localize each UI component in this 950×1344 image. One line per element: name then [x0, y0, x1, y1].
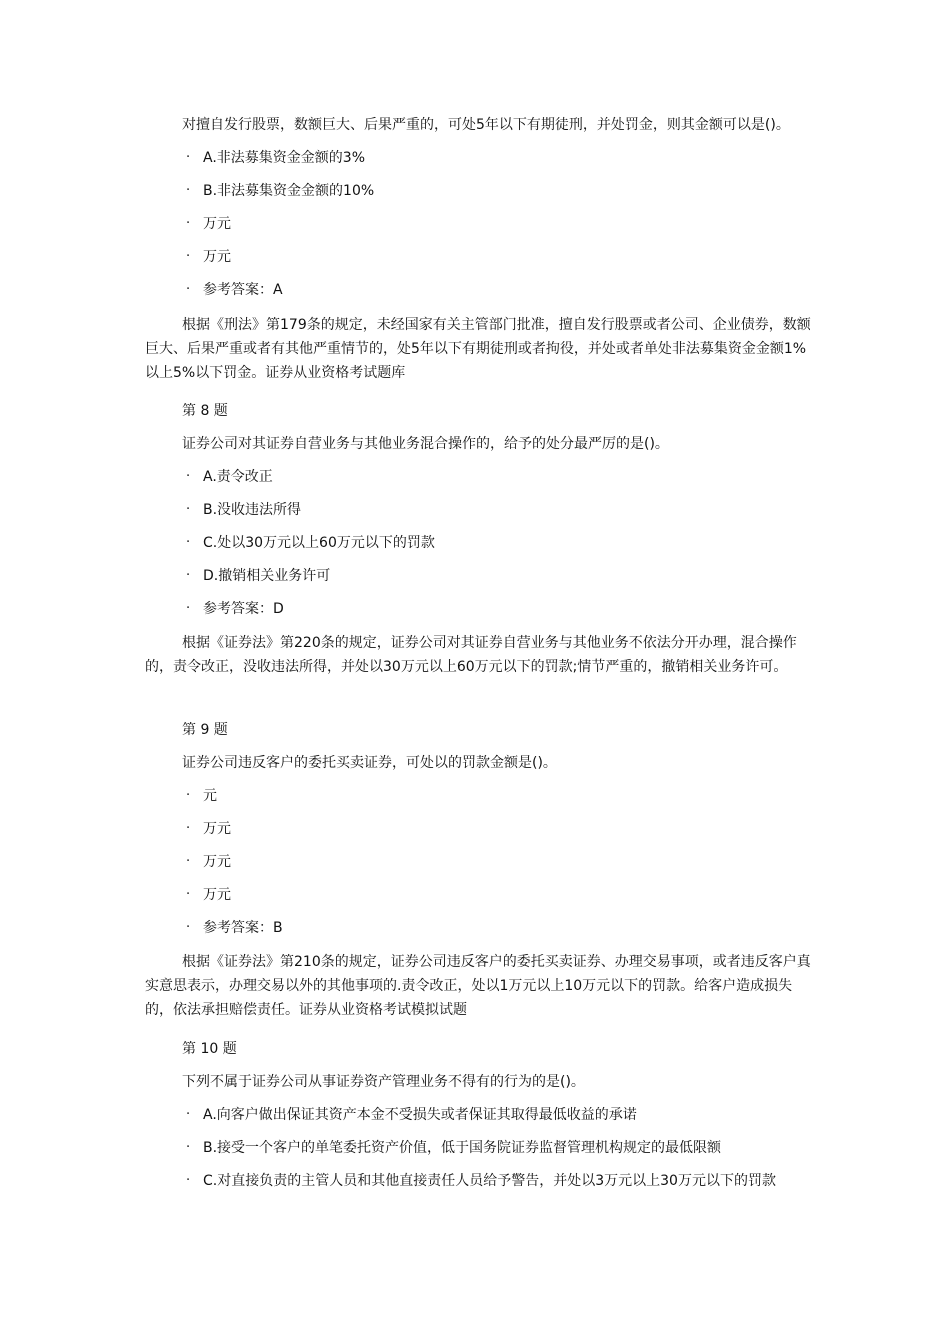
question-8-text: 证券公司对其证券自营业务与其他业务混合操作的，给予的处分最严厉的是()。 — [182, 436, 669, 452]
q9-option-a: 元 — [203, 788, 217, 804]
bullet-icon: · — [186, 150, 191, 165]
bullet-icon: · — [186, 568, 191, 583]
question-8-title: 第 8 题 — [182, 403, 228, 419]
q10-option-b: B.接受一个客户的单笔委托资产价值，低于国务院证券监督管理机构规定的最低限额 — [203, 1140, 722, 1156]
q7-option-b: B.非法募集资金金额的10% — [203, 183, 375, 199]
bullet-icon: · — [186, 1173, 191, 1188]
bullet-icon: · — [186, 920, 191, 935]
bullet-icon: · — [186, 601, 191, 616]
question-9-text: 证券公司违反客户的委托买卖证券，可处以的罚款金额是()。 — [182, 755, 557, 771]
q7-option-c: 万元 — [203, 216, 231, 232]
bullet-icon: · — [186, 216, 191, 231]
q9-answer: 参考答案：B — [203, 920, 283, 936]
bullet-icon: · — [186, 249, 191, 264]
q7-answer: 参考答案：A — [203, 282, 283, 298]
bullet-icon: · — [186, 502, 191, 517]
question-10-text: 下列不属于证券公司从事证券资产管理业务不得有的行为的是()。 — [182, 1074, 585, 1090]
bullet-icon: · — [186, 854, 191, 869]
q9-explanation: 根据《证券法》第210条的规定，证券公司违反客户的委托买卖证券、办理交易事项，或者违反客户真实意思表示，办理交易以外的其他事项的.责令改正，处以1万元以上10万元以下的罚款。给客户造成损失的，依法承担赔偿责任。证券从业资格考试模拟试题 — [145, 954, 811, 1018]
bullet-icon: · — [186, 282, 191, 297]
bullet-icon: · — [186, 887, 191, 902]
question-10-title: 第 10 题 — [182, 1041, 237, 1057]
q9-option-c: 万元 — [203, 854, 231, 870]
q9-option-b: 万元 — [203, 821, 231, 837]
q7-option-d: 万元 — [203, 249, 231, 265]
q8-explanation: 根据《证券法》第220条的规定，证券公司对其证券自营业务与其他业务不依法分开办理，混合操作的，责令改正，没收违法所得，并处以30万元以上60万元以下的罚款;情节严重的，撤销相关业务许可。 — [145, 635, 797, 675]
q8-answer: 参考答案：D — [203, 601, 284, 617]
q10-option-c: C.对直接负责的主管人员和其他直接责任人员给予警告，并处以3万元以上30万元以下的罚款 — [203, 1173, 776, 1189]
question-9-title: 第 9 题 — [182, 722, 228, 738]
bullet-icon: · — [186, 821, 191, 836]
bullet-icon: · — [186, 535, 191, 550]
bullet-icon: · — [186, 469, 191, 484]
bullet-icon: · — [186, 183, 191, 198]
q9-option-d: 万元 — [203, 887, 231, 903]
q8-option-a: A.责令改正 — [203, 469, 273, 485]
q7-explanation: 根据《刑法》第179条的规定，未经国家有关主管部门批准，擅自发行股票或者公司、企业债券，数额巨大、后果严重或者有其他严重情节的，处5年以下有期徒刑或者拘役，并处或者单处非法募集资金金额1%以上5%以下罚金。证券从业资格考试题库 — [145, 317, 811, 381]
question-7-text: 对擅自发行股票，数额巨大、后果严重的，可处5年以下有期徒刑，并处罚金，则其金额可以是()。 — [182, 117, 790, 133]
q8-option-c: C.处以30万元以上60万元以下的罚款 — [203, 535, 435, 551]
q7-option-a: A.非法募集资金金额的3% — [203, 150, 365, 166]
bullet-icon: · — [186, 1107, 191, 1122]
q10-option-a: A.向客户做出保证其资产本金不受损失或者保证其取得最低收益的承诺 — [203, 1107, 637, 1123]
bullet-icon: · — [186, 788, 191, 803]
q8-option-b: B.没收违法所得 — [203, 502, 302, 518]
bullet-icon: · — [186, 1140, 191, 1155]
q8-option-d: D.撤销相关业务许可 — [203, 568, 331, 584]
